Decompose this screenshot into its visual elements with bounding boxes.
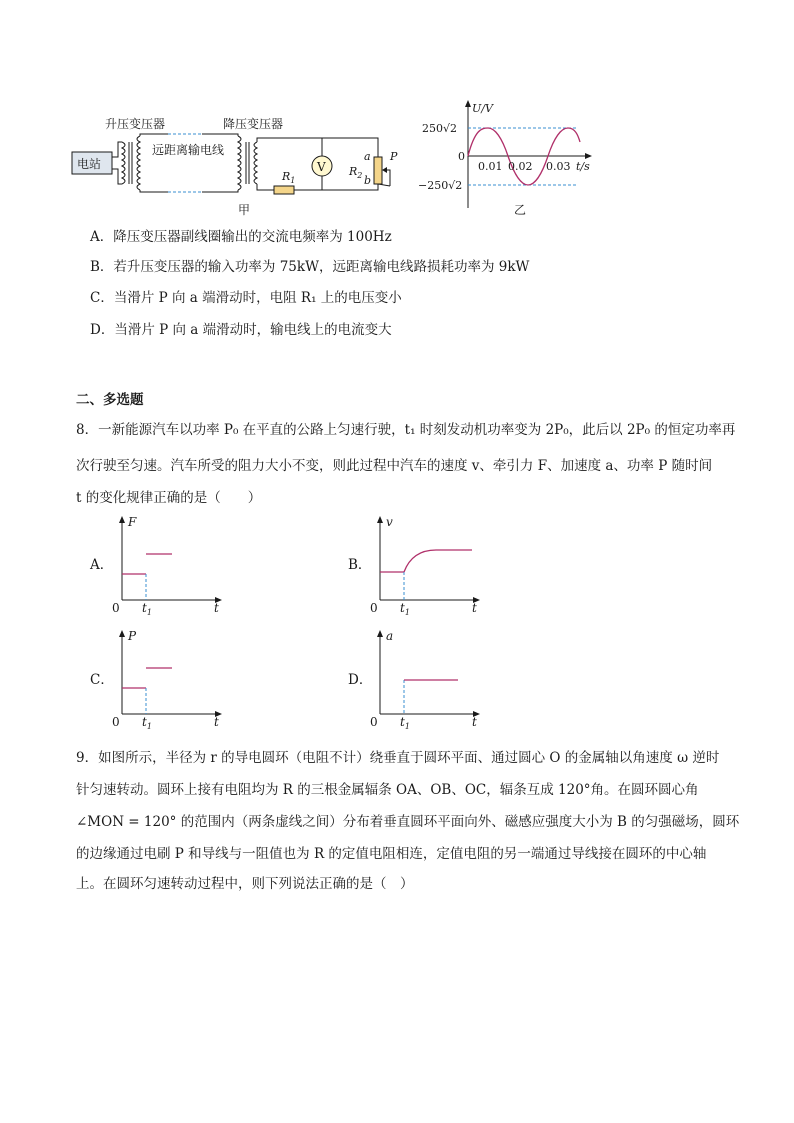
origin-label: 0 [458, 150, 465, 163]
q8-line-2: 次行驶至匀速。汽车所受的阻力大小不变，则此过程中汽车的速度 v、牵引力 F、加速度 a、功率 P 随时间 [76, 458, 713, 474]
option-text: 若升压变压器的输入功率为 75kW，远距离输电线路损耗功率为 9kW [113, 259, 530, 275]
q7-option-a [90, 227, 392, 247]
q8-graph-d-letter: D． [348, 672, 373, 688]
origin-label: 0 [370, 715, 378, 729]
q9-line-1: 9．如图所示，半径为 r 的导电圆环（电阻不计）绕垂直于圆环平面、通过圆心 O 的金属轴以角速度 ω 逆时 [76, 750, 720, 766]
q8-line-1: 8．一新能源汽车以功率 P₀ 在平直的公路上匀速行驶，t₁ 时刻发动机功率变为 2P₀，此后以 2P₀ 的恒定功率再 [76, 422, 736, 438]
voltmeter-label: V [317, 160, 326, 174]
r1-label: $R_1$ [282, 170, 296, 185]
y-label: v [386, 515, 393, 529]
t1-label: $t_1$ [142, 601, 152, 616]
q8-graph-a [110, 512, 230, 616]
a-terminal-label: a [364, 150, 371, 163]
r1-resistor [274, 186, 294, 194]
origin-label: 0 [112, 715, 120, 729]
q7-option-b [90, 257, 529, 277]
step-down-primary-coil [238, 136, 241, 190]
x-label: t [472, 601, 477, 615]
option-letter: D． [90, 322, 115, 338]
caption-yi: 乙 [514, 203, 527, 217]
x-tick-3: 0.03 [546, 160, 571, 173]
circuit-diagram [60, 112, 400, 220]
x-axis-label: t/s [576, 160, 590, 173]
slider-label: P [390, 150, 398, 163]
option-text: 当滑片 P 向 a 端滑动时，输电线上的电流变大 [114, 322, 392, 338]
t1-label: $t_1$ [142, 715, 152, 730]
q8-graph-d [370, 626, 490, 730]
t1-label: $t_1$ [400, 715, 410, 730]
bottom-tick-label: −250√2 [418, 179, 463, 192]
sine-graph [418, 98, 598, 218]
caption-jia: 甲 [238, 203, 251, 217]
y-label: a [386, 629, 394, 643]
x-tick-2: 0.02 [508, 160, 533, 173]
step-down-label: 降压变压器 [223, 117, 284, 131]
step-up-secondary-coil [137, 136, 140, 190]
x-label: t [214, 601, 219, 615]
q8-graph-c-letter: C． [90, 672, 114, 688]
x-label: t [472, 715, 477, 729]
q8-graph-b [370, 512, 490, 616]
t1-label: $t_1$ [400, 601, 410, 616]
option-text: 当滑片 P 向 a 端滑动时，电阻 R₁ 上的电压变小 [113, 290, 402, 306]
origin-label: 0 [370, 601, 378, 615]
top-tick-label: 250√2 [422, 122, 458, 135]
q9-line-2: 针匀速转动。圆环上接有电阻均为 R 的三根金属辐条 OA、OB、OC，辐条互成 120°角。在圆环圆心角 [76, 782, 699, 798]
step-up-label: 升压变压器 [105, 117, 166, 131]
x-label: t [214, 715, 219, 729]
b-terminal-label: b [364, 174, 372, 187]
y-label: F [128, 515, 137, 529]
line-label: 远距离输电线 [152, 143, 225, 157]
slider-arrow [382, 167, 387, 173]
q9-line-5: 上。在圆环匀速转动过程中，则下列说法正确的是（ ） [76, 876, 414, 892]
q9-line-4: 的边缘通过电刷 P 和导线与一阻值也为 R 的定值电阻相连，定值电阻的另一端通过导线接在圆环的中心轴 [76, 846, 707, 862]
section-heading: 二、多选题 [76, 392, 144, 408]
q8-line-3: t 的变化规律正确的是（ ） [76, 490, 262, 506]
q8-graph-c [110, 626, 230, 730]
x-tick-1: 0.01 [478, 160, 503, 173]
r2-label: $R_2$ [349, 165, 363, 180]
y-label: P [128, 629, 137, 643]
q7-option-c [90, 288, 402, 308]
station-label: 电站 [77, 157, 102, 171]
q8-graph-b-letter: B． [348, 557, 372, 573]
q9-line-3: ∠MON = 120° 的范围内（两条虚线之间）分布着垂直圆环平面向外、磁感应强度大小为 B 的匀强磁场，圆环 [76, 814, 740, 830]
option-letter: B． [90, 259, 114, 275]
y-axis-label: U/V [472, 102, 493, 115]
step-up-primary-coil [122, 142, 125, 184]
option-letter: A． [90, 229, 114, 245]
q7-option-d [90, 320, 392, 340]
option-letter: C． [90, 290, 114, 306]
r2-rheostat [374, 157, 382, 184]
q8-graph-a-letter: A． [90, 557, 114, 573]
option-text: 降压变压器副线圈输出的交流电频率为 100Hz [113, 229, 392, 245]
step-down-secondary-coil [254, 142, 257, 184]
origin-label: 0 [112, 601, 120, 615]
